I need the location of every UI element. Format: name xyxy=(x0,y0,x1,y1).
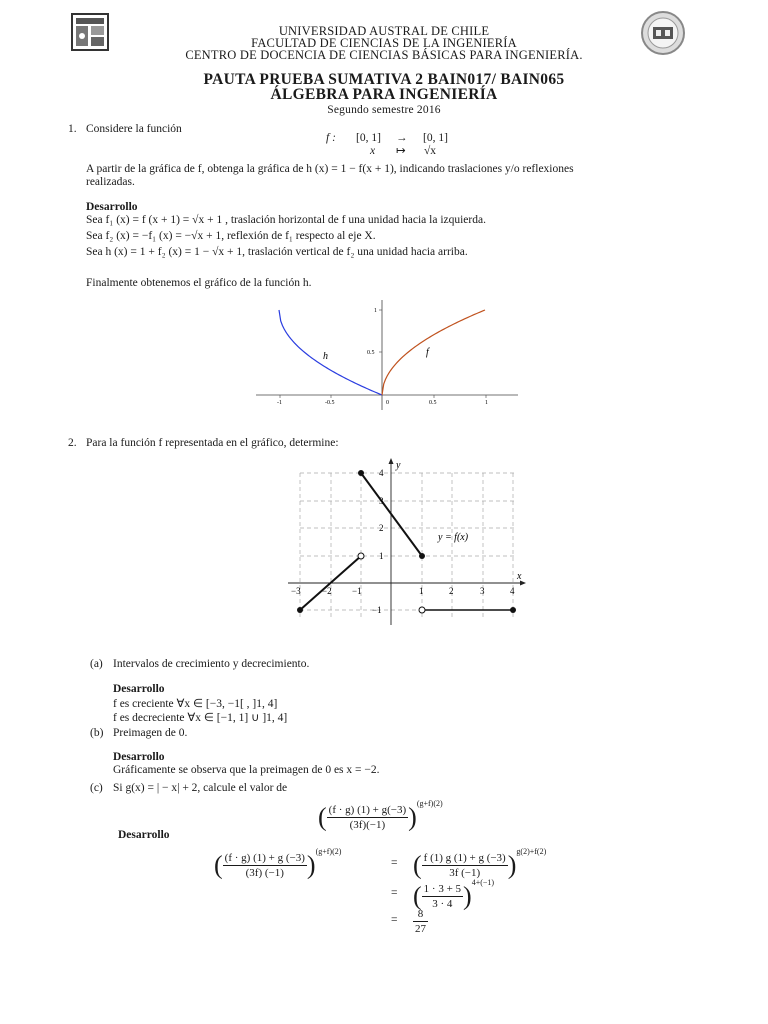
q2-number: 2. xyxy=(68,437,77,449)
q2-ytick: −1 xyxy=(372,605,382,615)
c-r2-den: 3 · 4 xyxy=(432,897,453,910)
c-lhs-num: (f · g) (1) + g (−3) xyxy=(224,851,305,864)
c-expr-num: (f · g) (1) + g(−3) xyxy=(328,803,407,816)
c-r2-exp: 4+(−1) xyxy=(471,878,495,887)
q2-xtick: 2 xyxy=(449,586,454,596)
part-a-text: Intervalos de crecimiento y decrecimiento. xyxy=(113,658,310,670)
map-mapsto: ↦ xyxy=(396,145,406,157)
q2-intro: Para la función f representada en el gráfico, determine: xyxy=(86,437,339,449)
q1-desarrollo: Desarrollo xyxy=(86,201,138,213)
q2-ytick: 3 xyxy=(379,496,384,506)
curve-f xyxy=(382,310,485,395)
c-r2-num: 1 · 3 + 5 xyxy=(423,882,462,895)
exam-title: PAUTA PRUEBA SUMATIVA 2 BAIN017/ BAIN065 xyxy=(203,71,565,88)
part-c-text: Si g(x) = | − x| + 2, calcule el valor de xyxy=(113,782,288,794)
q2-xtick: 3 xyxy=(480,586,485,596)
segment-2 xyxy=(361,473,422,556)
c-r1-num: f (1) g (1) + g (−3) xyxy=(423,851,506,864)
q2-xtick: −3 xyxy=(291,586,301,596)
map-x: x xyxy=(370,145,376,157)
part-b-line1: Gráficamente se observa que la preimagen de 0 es x = −2. xyxy=(113,764,380,776)
q1-line-c: Sea h (x) = 1 + f₂ (x) = 1 − √x + 1, traslación vertical de f₂ una unidad hacia arriba. xyxy=(86,246,468,258)
map-sqrt: √x xyxy=(424,145,437,157)
q2-ytick: 2 xyxy=(379,523,384,533)
q2-y-label: y xyxy=(396,460,401,471)
c-r3-num: 8 xyxy=(413,907,428,922)
q1-xtick: -1 xyxy=(277,400,282,406)
q2-x-label: x xyxy=(517,571,522,582)
q2-graph xyxy=(280,455,530,630)
part-a-line1: f es creciente ∀x ∈ [−3, −1[ , ]1, 4] xyxy=(113,698,278,710)
c-eq: = xyxy=(391,914,398,926)
q1-line-b: Sea f₂ (x) = −f₁ (x) = −√x + 1, reflexión de f₁ respecto al eje X. xyxy=(86,230,376,242)
q2-xtick: −2 xyxy=(322,586,332,596)
course-title: ÁLGEBRA PARA INGENIERÍA xyxy=(270,86,498,103)
q1-ytick: 0.5 xyxy=(367,350,375,356)
q2-xtick: −1 xyxy=(352,586,362,596)
open-point xyxy=(419,607,425,613)
semester: Segundo semestre 2016 xyxy=(327,104,441,116)
part-b-text: Preimagen de 0. xyxy=(113,727,188,739)
q1-xtick: -0.5 xyxy=(325,400,335,406)
q1-graph xyxy=(256,300,522,410)
c-r3 xyxy=(413,907,428,936)
c-lhs-den: (3f) (−1) xyxy=(245,866,284,879)
c-eq: = xyxy=(391,887,398,899)
part-a-line2: f es decreciente ∀x ∈ [−1, 1] ∪ ]1, 4] xyxy=(113,712,288,724)
map-codomain: [0, 1] xyxy=(423,132,448,144)
c-r1-exp: g(2)+f(2) xyxy=(516,847,547,856)
part-c-desarrollo: Desarrollo xyxy=(118,829,170,841)
q1-statement-1: A partir de la gráfica de f, obtenga la gráfica de h (x) = 1 − f(x + 1), indicando traslaciones y/o reflexiones xyxy=(86,163,574,175)
q2-ytick: 1 xyxy=(379,551,384,561)
map-domain: [0, 1] xyxy=(356,132,381,144)
c-r2: ( $\frac{1 \cdot 3 + 5}{3 \cdot 4}$ )$^{4+(-1)}$ xyxy=(413,878,495,911)
map-arrow: → xyxy=(396,132,408,144)
university-name: UNIVERSIDAD AUSTRAL DE CHILE xyxy=(278,24,490,38)
q2-ytick: 4 xyxy=(379,468,384,478)
c-lhs: ( $\frac{(f \cdot g) (1) + g (-3)}{(3f) (-1)}$ )$^{(g+f)(2)}$ xyxy=(214,847,342,880)
q2-grid xyxy=(300,473,516,619)
label-h: h xyxy=(323,351,328,362)
part-a-desarrollo: Desarrollo xyxy=(113,683,165,695)
q2-xtick: 1 xyxy=(419,586,424,596)
map-f: f : xyxy=(326,132,336,144)
q1-final: Finalmente obtenemos el gráfico de la función h. xyxy=(86,277,312,289)
closed-point xyxy=(297,607,303,613)
q1-xtick: 0 xyxy=(386,400,389,406)
q1-xtick: 0.5 xyxy=(429,400,437,406)
c-lhs-exp: (g+f)(2) xyxy=(315,847,342,856)
c-r1-den: 3f (−1) xyxy=(449,866,481,879)
c-r3-den: 27 xyxy=(415,923,426,935)
q1-ytick: 1 xyxy=(374,308,377,314)
c-eq: = xyxy=(391,857,398,869)
q1-line-a: Sea f₁ (x) = f (x + 1) = √x + 1 , traslación horizontal de f una unidad hacia la izquierda. xyxy=(86,214,486,226)
q2-xtick: 4 xyxy=(510,586,515,596)
part-c-label: (c) xyxy=(90,782,103,794)
part-a-label: (a) xyxy=(90,658,103,670)
center-name: CENTRO DE DOCENCIA DE CIENCIAS BÁSICAS PARA INGENIERÍA. xyxy=(185,48,583,62)
closed-point xyxy=(419,553,425,559)
part-b-desarrollo: Desarrollo xyxy=(113,751,165,763)
c-expression: ( $\frac{(f \cdot g) (1) + g(-3)}{(3f)(-1)}$ )$^{(g+f)(2)}$ xyxy=(318,799,443,832)
q2-curve-label: y = f(x) xyxy=(438,532,469,543)
c-expr-den: (3f)(−1) xyxy=(349,818,386,831)
open-point xyxy=(358,553,364,559)
q1-intro: Considere la función xyxy=(86,123,182,135)
c-expr-exp: (g+f)(2) xyxy=(416,799,443,808)
closed-point xyxy=(358,470,364,476)
c-r1: ( $\frac{f (1) g (1) + g (-3)}{3f (-1)}$ )$^{g(2)+f(2)}$ xyxy=(413,847,547,880)
part-b-label: (b) xyxy=(90,727,104,739)
faculty-name: FACULTAD DE CIENCIAS DE LA INGENIERÍA xyxy=(251,36,517,50)
q1-xtick: 1 xyxy=(485,400,488,406)
closed-point xyxy=(510,607,516,613)
q1-number: 1. xyxy=(68,123,77,135)
label-f: f xyxy=(426,347,429,358)
q1-statement-2: realizadas. xyxy=(86,176,135,188)
